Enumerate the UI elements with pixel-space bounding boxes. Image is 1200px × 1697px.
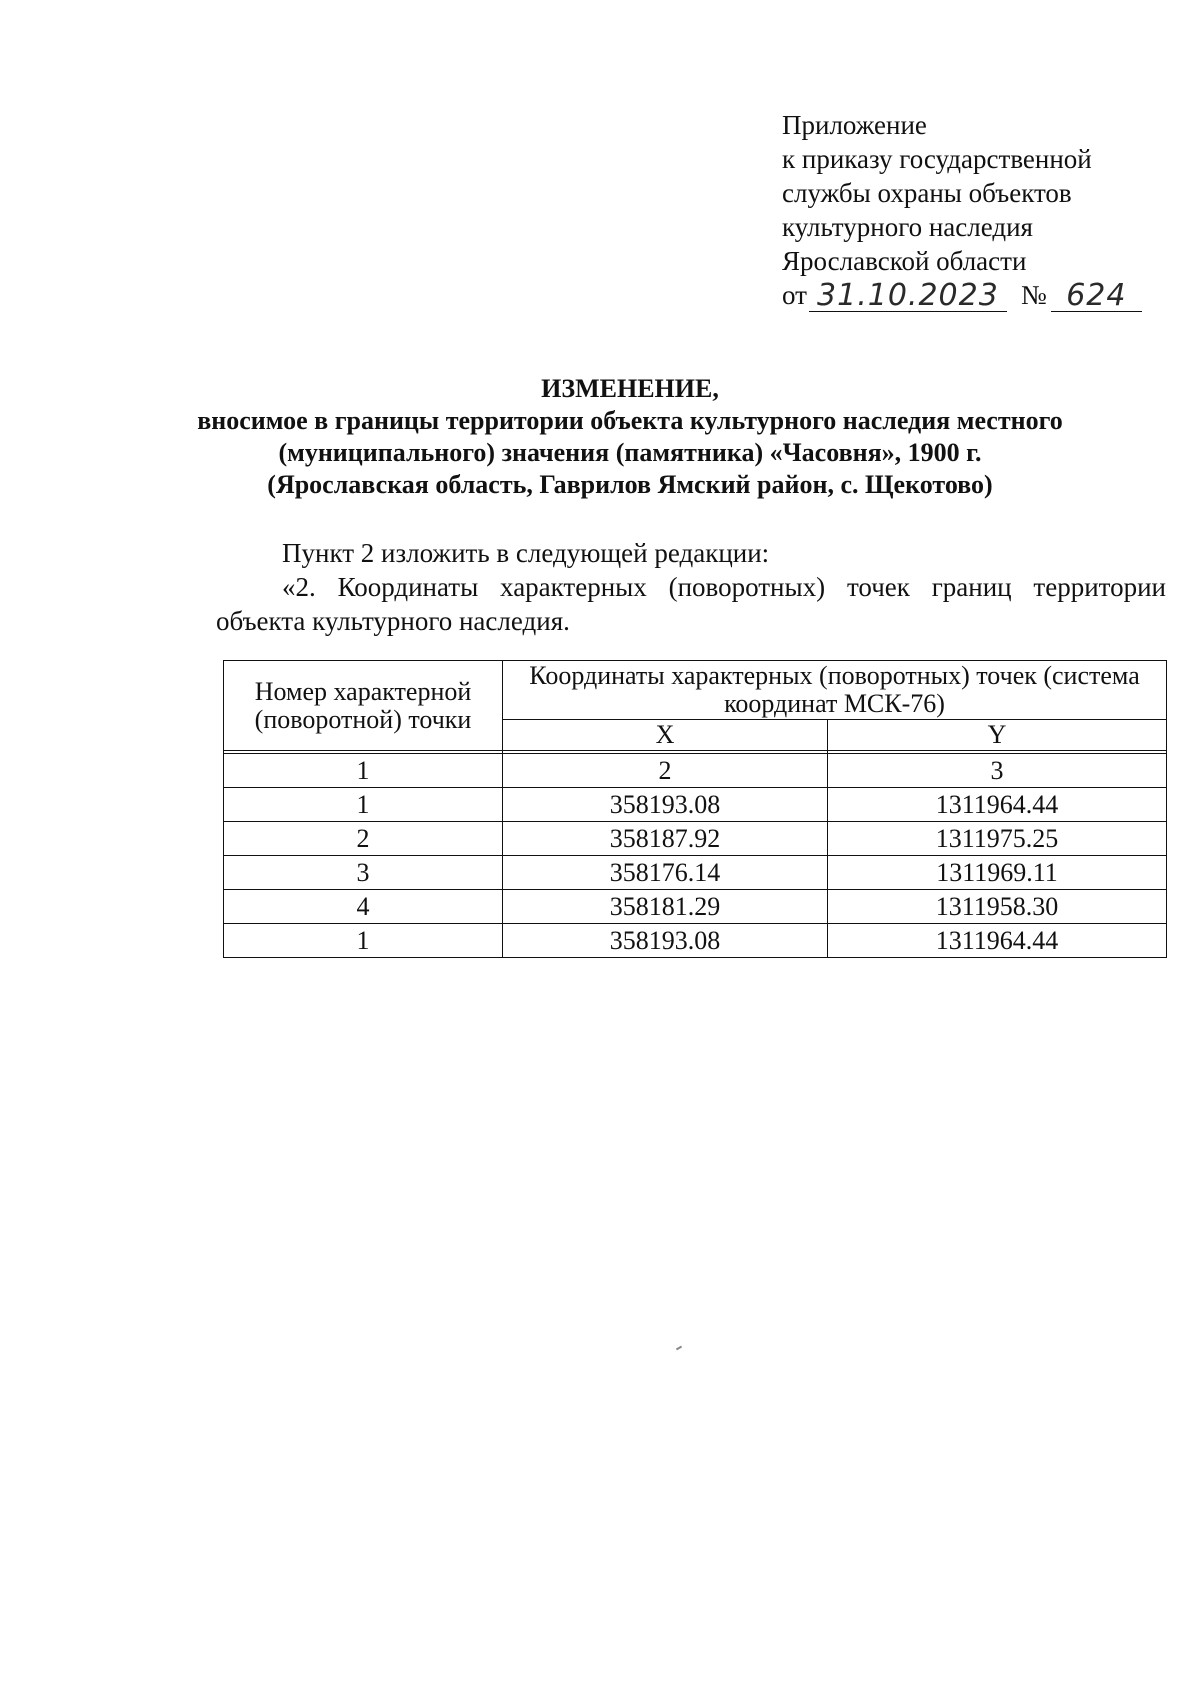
coordinates-table	[223, 660, 1167, 958]
header-point-number: Номер характерной (поворотной) точки	[224, 661, 503, 751]
point-number-cell: 1	[224, 924, 503, 958]
point-number-cell: 3	[224, 856, 503, 890]
x-cell: 358187.92	[503, 822, 828, 856]
y-cell: 1311958.30	[828, 890, 1167, 924]
header-y: Y	[828, 720, 1167, 751]
paragraph: Пункт 2 изложить в следующей редакции:	[282, 538, 770, 568]
number-label: №	[1020, 280, 1047, 310]
title-heading: ИЗМЕНЕНИЕ,	[541, 374, 719, 403]
appendix-line: Ярославской области	[782, 246, 1027, 276]
y-cell: 1311975.25	[828, 822, 1167, 856]
table-row	[224, 890, 1167, 924]
table-cell: 3	[828, 754, 1167, 788]
from-label: от	[782, 280, 807, 310]
y-cell: 1311964.44	[828, 924, 1167, 958]
handwritten-date: 31.10.2023	[809, 281, 1007, 312]
body-text	[216, 536, 1166, 638]
appendix-line: культурного наследия	[782, 212, 1033, 242]
point-number-cell: 4	[224, 890, 503, 924]
appendix-line: службы охраны объектов	[782, 178, 1072, 208]
appendix-line: Приложение	[782, 110, 927, 140]
title-line: (муниципального) значения (памятника) «Часовня», 1900 г.	[278, 438, 982, 467]
appendix-line: к приказу государственной	[782, 144, 1092, 174]
table-cell: 2	[503, 754, 828, 788]
title-line: (Ярославская область, Гаврилов Ямский район, с. Щекотово)	[267, 470, 993, 499]
scan-speck	[676, 1346, 682, 1351]
header-coordinates: Координаты характерных (поворотных) точек (система координат МСК-76)	[503, 661, 1167, 720]
y-cell: 1311969.11	[828, 856, 1167, 890]
table-row	[224, 822, 1167, 856]
header-x: X	[503, 720, 828, 751]
handwritten-number: 624	[1051, 281, 1142, 312]
y-cell: 1311964.44	[828, 788, 1167, 822]
table-index-row	[224, 754, 1167, 788]
x-cell: 358176.14	[503, 856, 828, 890]
appendix-block	[782, 108, 1142, 312]
order-date-number-line	[782, 278, 1142, 312]
x-cell: 358193.08	[503, 924, 828, 958]
document-title	[180, 373, 1080, 501]
table-row	[224, 788, 1167, 822]
table-row	[224, 924, 1167, 958]
table-cell: 1	[224, 754, 503, 788]
table-row	[224, 856, 1167, 890]
point-number-cell: 2	[224, 822, 503, 856]
x-cell: 358193.08	[503, 788, 828, 822]
paragraph: «2. Координаты характерных (поворотных) точек границ территории объекта культурного наследия.	[216, 572, 1166, 636]
title-line: вносимое в границы территории объекта культурного наследия местного	[197, 406, 1063, 435]
x-cell: 358181.29	[503, 890, 828, 924]
point-number-cell: 1	[224, 788, 503, 822]
